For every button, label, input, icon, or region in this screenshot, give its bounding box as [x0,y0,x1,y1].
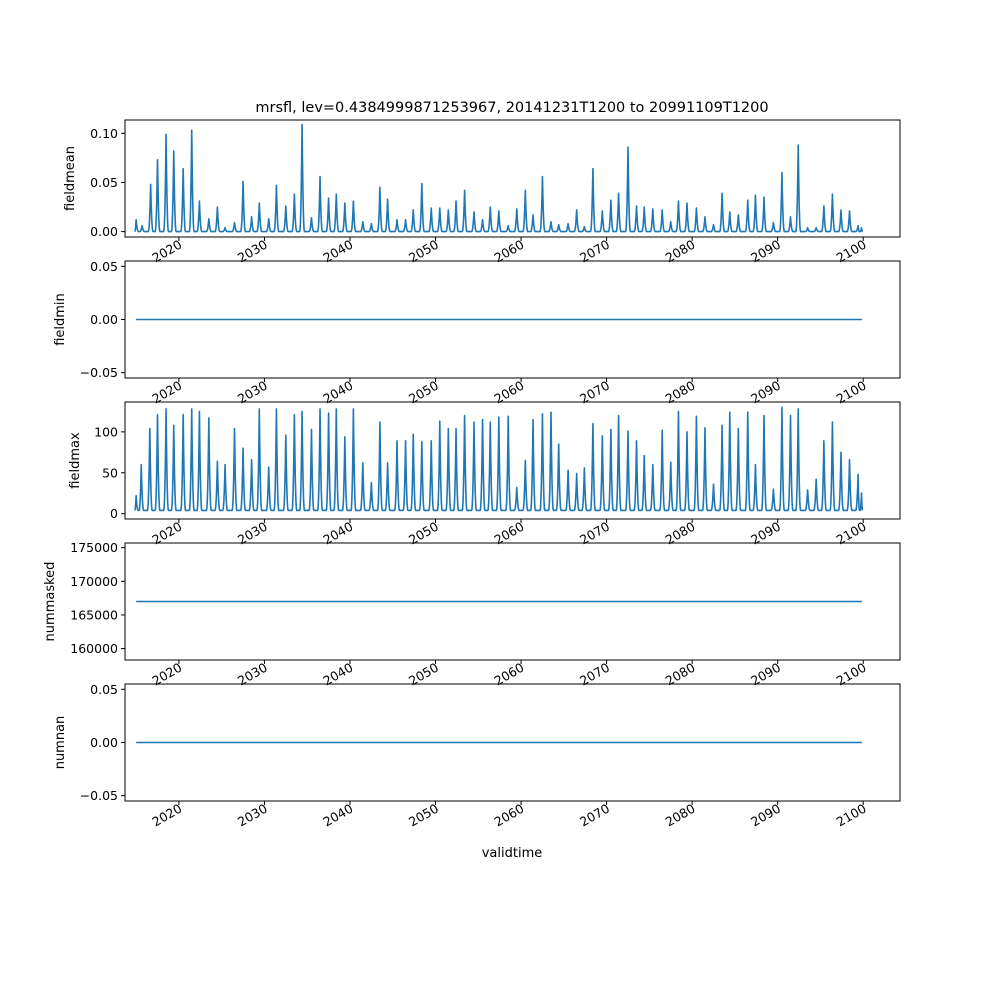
x-axis-label: validtime [481,846,543,861]
y-tick-label: −0.05 [79,365,118,381]
x-tick-label: 2030 [234,800,270,830]
x-tick-label: 2100 [833,659,869,689]
y-axis-label: fieldmean [63,146,78,211]
x-tick-label: 2090 [748,659,784,689]
x-tick-label: 2040 [320,659,356,689]
y-tick-label: 165000 [70,607,118,623]
x-tick-label: 2020 [149,377,185,407]
x-tick-label: 2050 [405,236,442,266]
x-tick-label: 2070 [577,800,613,830]
y-tick-label: 175000 [70,540,118,556]
y-tick-label: 100 [94,424,118,440]
x-tick-label: 2030 [234,518,270,548]
x-tick-label: 2060 [491,518,527,548]
y-axis-label: nummasked [43,561,58,642]
x-tick-label: 2080 [662,518,698,548]
x-tick-label: 2060 [491,659,527,689]
x-tick-label: 2080 [662,377,698,407]
x-tick-label: 2040 [320,800,356,830]
x-tick-label: 2080 [662,800,698,830]
y-tick-label: 170000 [70,573,118,589]
x-tick-label: 2040 [320,236,356,266]
y-tick-label: 0.00 [90,735,118,750]
y-tick-label: 160000 [70,641,118,657]
x-tick-label: 2080 [662,659,698,689]
y-axis-label: numnan [53,715,68,770]
y-tick-label: 0.05 [90,258,118,274]
x-tick-label: 2050 [405,377,442,407]
x-tick-label: 2100 [833,377,869,407]
y-tick-label: 0.05 [90,681,118,697]
y-tick-label: 0 [110,506,118,522]
x-tick-label: 2030 [234,236,270,266]
x-tick-label: 2070 [577,659,613,689]
x-tick-label: 2090 [748,800,784,830]
x-tick-label: 2020 [149,236,185,266]
x-tick-label: 2090 [748,518,784,548]
x-tick-label: 2100 [833,800,869,830]
y-tick-label: 0.05 [90,174,118,190]
x-tick-label: 2020 [149,800,185,830]
y-tick-label: 0.00 [90,312,118,327]
x-tick-label: 2050 [405,659,442,689]
x-tick-label: 2070 [577,236,613,266]
x-tick-label: 2040 [320,518,356,548]
y-axis-label: fieldmin [53,293,68,346]
x-tick-label: 2020 [149,518,185,548]
y-tick-label: −0.05 [79,788,118,804]
x-tick-label: 2100 [833,236,869,266]
x-tick-label: 2050 [405,518,442,548]
y-tick-label: 0.00 [90,224,118,240]
x-tick-label: 2040 [320,377,356,407]
y-tick-label: 50 [102,465,118,481]
x-tick-label: 2100 [833,518,869,548]
x-tick-label: 2060 [491,377,527,407]
y-tick-label: 0.10 [90,125,118,141]
x-tick-label: 2080 [662,236,698,266]
x-tick-label: 2060 [491,800,527,830]
x-tick-label: 2020 [149,659,185,689]
figure-title: mrsfl, lev=0.4384999871253967, 20141231T1200 to 20991109T1200 [255,100,769,116]
x-tick-label: 2070 [577,518,613,548]
x-tick-label: 2030 [234,377,270,407]
y-axis-label: fieldmax [68,432,83,489]
x-tick-label: 2050 [405,800,442,830]
x-tick-label: 2060 [491,236,527,266]
x-tick-label: 2070 [577,377,613,407]
x-tick-label: 2030 [234,659,270,689]
x-tick-label: 2090 [748,236,784,266]
x-tick-label: 2090 [748,377,784,407]
